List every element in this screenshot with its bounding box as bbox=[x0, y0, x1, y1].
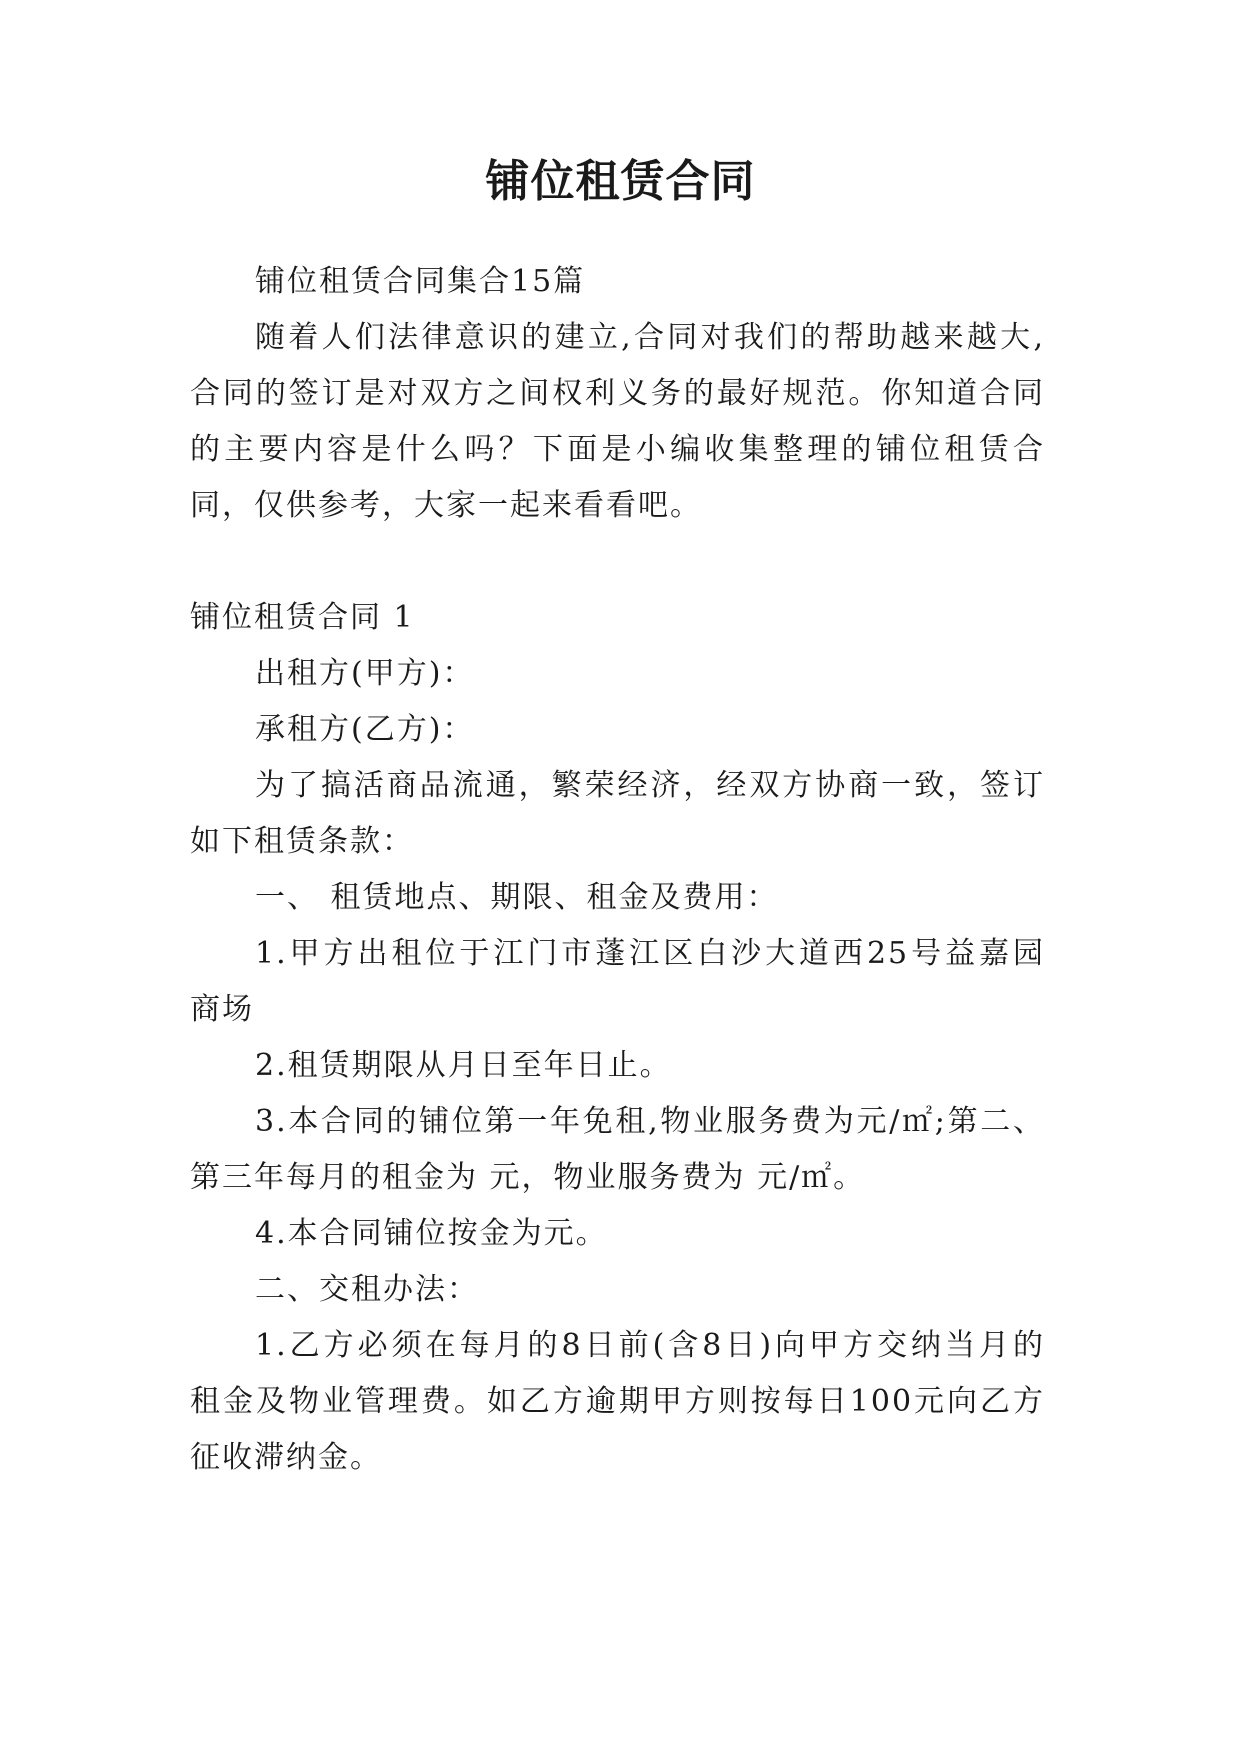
intro-line: 同，仅供参考，大家一起来看看吧。 bbox=[190, 488, 702, 523]
contract-line: 4.本合同铺位按金为元。 bbox=[255, 1216, 608, 1251]
contract-line: 1.甲方出租位于江门市蓬江区白沙大道西25号益嘉园 bbox=[255, 936, 1045, 971]
contract-line: 商场 bbox=[190, 992, 254, 1027]
contract-line: 租金及物业管理费。如乙方逾期甲方则按每日100元向乙方 bbox=[190, 1384, 1045, 1419]
contract-line: 为了搞活商品流通，繁荣经济，经双方协商一致，签订 bbox=[255, 768, 1045, 803]
contract-line: 出租方(甲方)： bbox=[255, 656, 475, 691]
intro-line: 随着人们法律意识的建立,合同对我们的帮助越来越大, bbox=[255, 320, 1045, 355]
contract-line: 如下租赁条款： bbox=[190, 824, 414, 859]
document-title: 铺位租赁合同 bbox=[485, 156, 756, 207]
contract-line: 征收滞纳金。 bbox=[190, 1440, 382, 1475]
contract-line: 1.乙方必须在每月的8日前(含8日)向甲方交纳当月的 bbox=[255, 1328, 1045, 1363]
contract-line: 3.本合同的铺位第一年免租,物业服务费为元/㎡;第二、 bbox=[255, 1104, 1045, 1139]
contract-line: 第三年每月的租金为 元，物业服务费为 元/㎡。 bbox=[190, 1160, 866, 1195]
contract-line: 一、 租赁地点、期限、租金及费用： bbox=[255, 880, 779, 915]
contract-line: 2.租赁期限从月日至年日止。 bbox=[255, 1048, 672, 1083]
intro-line: 的主要内容是什么吗？下面是小编收集整理的铺位租赁合 bbox=[190, 432, 1045, 467]
contract-line: 二、交租办法： bbox=[255, 1272, 479, 1307]
contract-line: 承租方(乙方)： bbox=[255, 712, 475, 747]
intro-line: 合同的签订是对双方之间权利义务的最好规范。你知道合同 bbox=[190, 376, 1045, 411]
document-subtitle: 铺位租赁合同集合15篇 bbox=[255, 264, 586, 299]
section-heading: 铺位租赁合同 1 bbox=[190, 600, 415, 635]
